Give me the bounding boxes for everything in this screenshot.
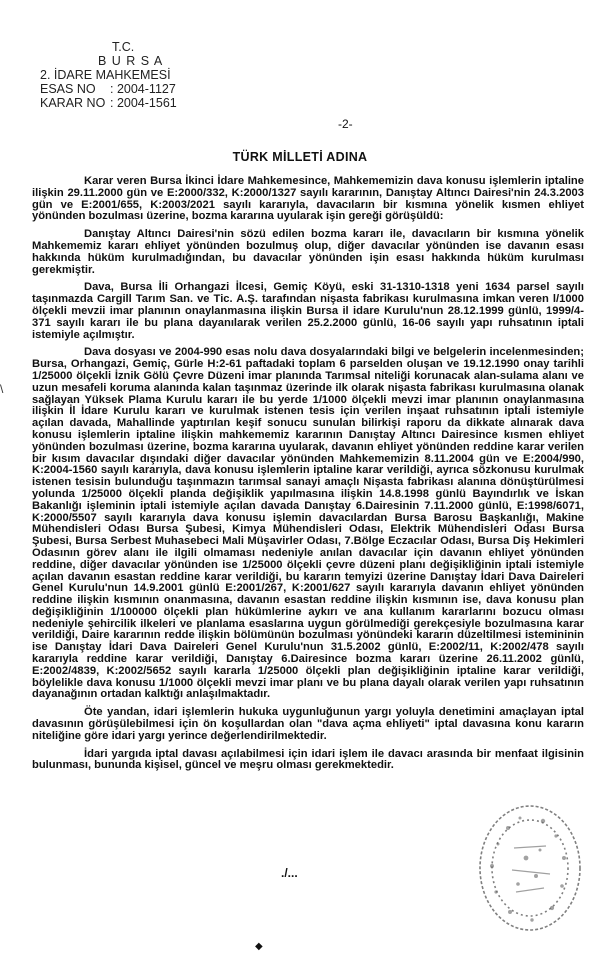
esas-row xyxy=(40,82,177,96)
official-seal xyxy=(468,788,586,938)
esas-label: ESAS NO xyxy=(40,82,96,96)
document-body xyxy=(32,176,584,772)
karar-row xyxy=(40,96,177,110)
city-label: B U R S A xyxy=(98,54,164,68)
document-title: TÜRK MİLLETİ ADINA xyxy=(232,150,368,164)
paragraph: İdari yargıda iptal davası açılabilmesi için idari işlem ile davacı arasında bir menfaat ilgisinin bulunması, bununda kişisel, güncel ve meşru olması gerekmektedir. xyxy=(32,747,584,772)
margin-mark: \ xyxy=(0,382,4,396)
paragraph: Danıştay Altıncı Dairesi'nin sözü edilen bozma kararı ile, davacıların bir kısmına yönelik Mahkememiz kararı ehliyet yönünden bozulmuş olup, diğer davacılar yönünden ise davanın esası hakkında hüküm kurulmadığından, bu davacılar yönünden işin esası hakkında hüküm kurulması gerekmiştir. xyxy=(32,228,584,276)
paragraph: Dava, Bursa İli Orhangazi İlcesi, Gemiç Köyü, eski 31-1310-1318 yeni 1634 parsel sayılı taşınmazda Cargill Tarım San. ve Tic. A.Ş. tarafından nişasta fabrikası kurulmasına imkan veren l/1000 ölçekli mevzii imar planının onaylanmasına ilişkin Bursa il idare Kurulu'nun 28.12.1999 günlü, 1999/4-371 sayılı kararı ile bu plana dayanılarak verilen 25.2.2000 günlü, 16-06 sayılı yapı ruhsatının iptali istemiyle açılmıştır. xyxy=(32,281,584,341)
paragraph: Dava dosyası ve 2004-990 esas nolu dava dosyalarındaki bilgi ve belgelerin incelenmesinden; Bursa, Orhangazi, Gemiç, Gürle H:2-61 paftadaki toplam 6 parselden oluşan ve 19.12.1990 onay tarihli 1/25000 ölçekli İznik Gölü Çevre Düzeni imar planında Tarımsal niteliği korunacak alan-sulama alanı ve uzun mesafeli koruma alanında kalan taşınmaz üzerinde ilk olarak nişasta fabrikası kurulmasına olanak sağlayan Yüksek Plama Kurulu kararı ile bu yerde 1/1000 ölçekli mevzi imar planının onaylanmasına ilişkin İl İdare Kurulu kararı ve kurulmak istenen tesis için verilen inşaat ruhsatının iptali istemiyle açılan davada, Mahallinde yaptırılan keşif sonucu sunulan bilirkişi raporu da dikkate alınarak dava konusu işlemlerin iptaline ilişkin mahkememiz kararının Danıştay Altıncı Dairesince kısmen ehliyet yönünden bozulması üzerine, bozma kararına uyularak, davanın ehliyet yönünden reddine karar verilen bir kısım davacılar dışındaki diğer davacılar yönünden Mahkememizin 8.11.2004 gün ve E:2004/990, K:2004-1560 sayılı kararıyla, dava konusu işlemlerin iptaline karar verildiği, ayrıca sözkonusu kurulmak istenen tesisin bulunduğu taşınmazın tarımsal sanayi amaçlı Nişasta fabrikası alanına dönüştürülmesi yolunda 1/25000 ölçekli planda değişiklik yapılmasına ilişkin 14.8.1998 günlü Bayındırlık ve İskan Bakanlığı işleminin iptali istemiyle açılan davada Danıştay 6.Dairesinin 7.11.2000 günlü, E:1998/6071, K:2000/5507 sayılı kararıyla dava konusu işlemin davacılardan Bursa Barosu Başkanlığı, Makine Mühendisleri Odası Bursa Şubesi, Kimya Mühendisleri Odası, Elektrik Mühendisleri Odası Bursa Şubesi, Bursa Serbest Muhasebeci Mali Müşavirler Odası, 7.Bölge Eczacılar Odası, Bursa Diş Hekimleri Odasının görev alanı ile ilgili olmaması nedeniyle anılan davacılar için davanın ehliyet yönünden reddine, diğer davacılar yönünden ise 1/25000 ölçekli çevre düzeni planı değişikliğinin iptali istemiyle açılan davanın esastan reddine karar verildiği, bu kararın temyizi üzerine Danıştay İdari Dava Daireleri Genel Kurulu'nun 14.9.2001 günlü E:2001/267, K:2001/627 sayılı kararıyla davanın ehliyet yönünden reddine ilişkin kısmının onanmasına, davanın esastan reddine ilişkin kısmının ise, dava konusu plan değişikliğinin 1/100000 ölçekli plan hükümlerine aykırı ve ana kullanım kararlarını bozucu olması nedeniyle şehircilik ilkeleri ve planlama esaslarına uygun görülmediği gerekçesiyle bozulmasına karar verildiği, Daire kararının redde ilişkin bölümünün bozulması yönündeki kararın düzeltilmesi istemininin ise Danıştay İdari Dava Daireleri Genel Kurulu'nun 31.5.2002 günlü, E:2002/11, K:2002/478 sayılı kararıyla reddine karar verildiği, Danıştay 6.Dairesince bozma kararı üzerine 26.11.2002 günlü, E:2002/4839, K:2002/5652 sayılı kararla 1/25000 ölçekli plan değişikliğinin iptaline karar verildiği, böylelikle dava konusu 1/1000 ölçekli mevzi imar planı ve bu plana dayalı olarak verilen yapı ruhsatının dayanağının ortadan kalktığı anlaşılmaktadır. xyxy=(32,346,584,701)
document-header xyxy=(40,40,177,110)
page-dot: ◆ xyxy=(255,941,263,952)
continuation-mark: ./... xyxy=(281,866,298,880)
paragraph: Karar veren Bursa İkinci İdare Mahkemesince, Mahkememizin dava konusu işlemlerin iptaline ilişkin 29.11.2000 gün ve E:2000/332, K:2000/1327 sayılı kararının, Danıştay Altıncı Dairesi'nin 24.3.2003 gün ve E:2001/655, K:2003/2021 sayılı kararıyla, davacıların bir kısmına yönelik kısmen ehliyet yönünden bozulması üzerine, bozma kararına uyularak işin gereği görüşüldü: xyxy=(32,175,584,223)
page-number: -2- xyxy=(338,117,353,131)
esas-value: : 2004-1127 xyxy=(110,82,176,96)
karar-value: : 2004-1561 xyxy=(110,96,177,110)
country-label: T.C. xyxy=(112,40,135,54)
karar-label: KARAR NO xyxy=(40,96,106,110)
paragraph: Öte yandan, idari işlemlerin hukuka uygunluğunun yargı yoluyla denetimini amaçlayan iptal davasının görüşülebilmesi için ön koşullardan olan "dava açma ehliyeti" iptal davasına konu kararın niteliğine göre idari yargı yerince değerlendirilmektedir. xyxy=(32,706,584,742)
court-name: 2. İDARE MAHKEMESİ xyxy=(40,68,171,82)
